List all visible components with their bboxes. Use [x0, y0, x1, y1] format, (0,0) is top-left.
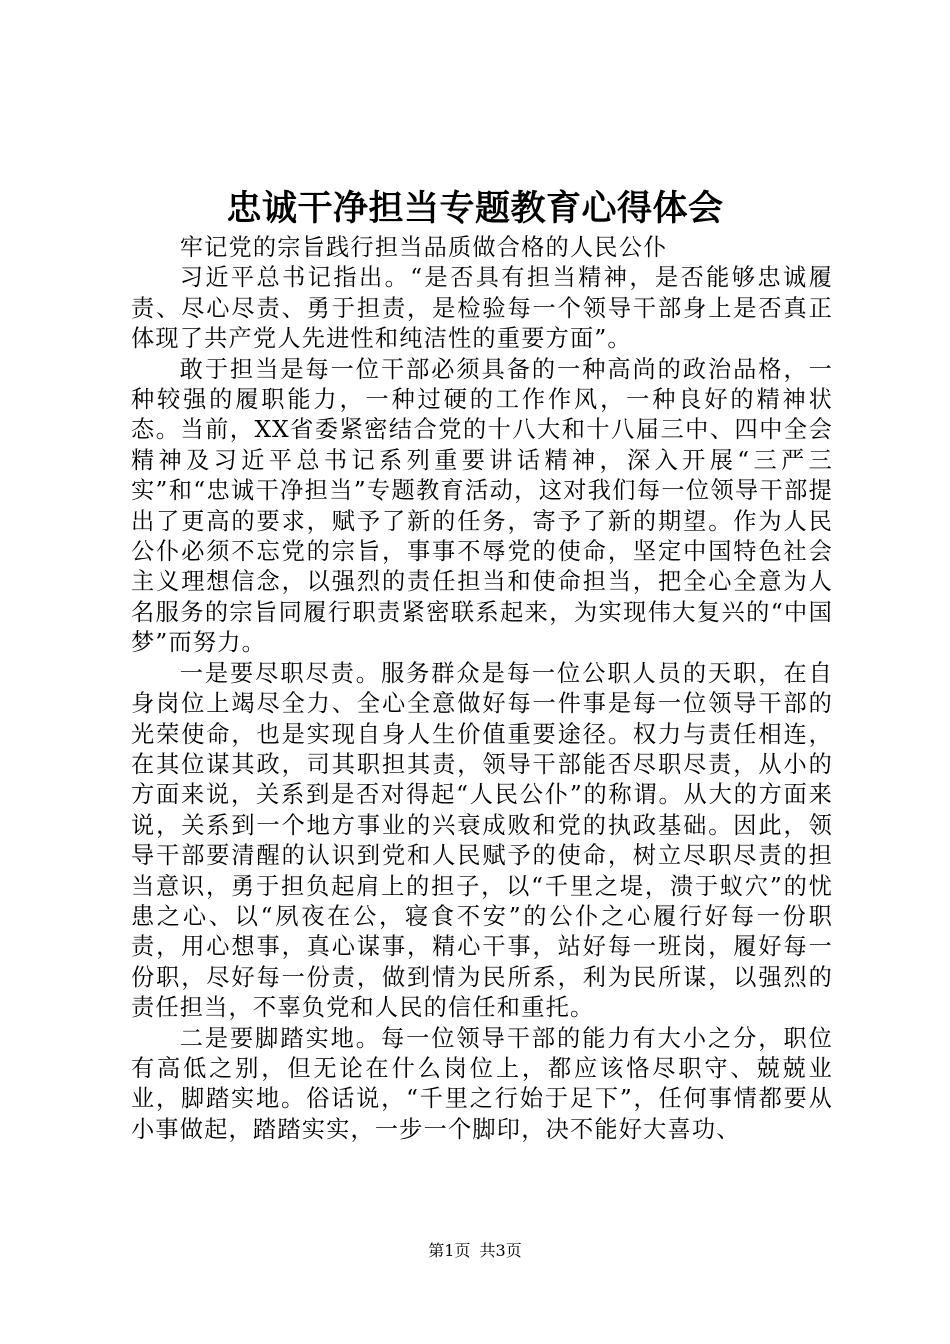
page-footer [0, 1241, 950, 1261]
paragraph-point-two: 二是要脚踏实地。每一位领导干部的能力有大小之分，职位有高低之别，但无论在什么岗位上，都应该恪尽职守、兢兢业业，脚踏实地。俗话说，“千里之行始于足下”，任何事情都要从小事做起，踏踏实实，一步一个脚印，决不能好大喜功、 [131, 1024, 833, 1143]
document-title: 忠诚干净担当专题教育心得体会 [226, 188, 724, 229]
document-body [131, 233, 833, 1145]
paragraph-subtitle: 牢记党的宗旨践行担当品质做合格的人民公仆 [179, 234, 668, 261]
page-total: 共3页 [479, 1241, 522, 1260]
page-number: 第1页 [428, 1241, 471, 1260]
paragraph-intro: 敢于担当是每一位干部必须具备的一种高尚的政治品格，一种较强的履职能力，一种过硬的工作作风，一种良好的精神状态。当前，XX省委紧密结合党的十八大和十八届三中、四中全会精神及习近平总书记系列重要讲话精神，深入开展“三严三实”和“忠诚干净担当”专题教育活动，这对我们每一位领导干部提出了更高的要求，赋予了新的任务，寄予了新的期望。作为人民公仆必须不忘党的宗旨，事事不辱党的使命，坚定中国特色社会主义理想信念，以强烈的责任担当和使命担当，把全心全意为人名服务的宗旨同履行职责紧密联系起来，为实现伟大复兴的“中国梦”而努力。 [131, 355, 833, 657]
paragraph-point-one: 一是要尽职尽责。服务群众是每一位公职人员的天职，在自身岗位上竭尽全力、全心全意做好每一件事是每一位领导干部的光荣使命，也是实现自身人生价值重要途径。权力与责任相连，在其位谋其政，司其职担其责，领导干部能否尽职尽责，从小的方面来说，关系到是否对得起“人民公仆”的称谓。从大的方面来说，关系到一个地方事业的兴衰成败和党的执政基础。因此，领导干部要清醒的认识到党和人民赋予的使命，树立尽职尽责的担当意识，勇于担负起肩上的担子，以“千里之堤，溃于蚁穴”的忧患之心、以“夙夜在公，寝食不安”的公仆之心履行好每一份职责，用心想事，真心谋事，精心干事，站好每一班岗，履好每一份职，尽好每一份责，做到情为民所系，利为民所谋，以强烈的责任担当，不辜负党和人民的信任和重托。 [131, 659, 833, 1022]
paragraph-quote: 习近平总书记指出。“是否具有担当精神，是否能够忠诚履责、尽心尽责、勇于担责，是检验每一个领导干部身上是否真正体现了共产党人先进性和纯洁性的重要方面”。 [131, 264, 833, 353]
